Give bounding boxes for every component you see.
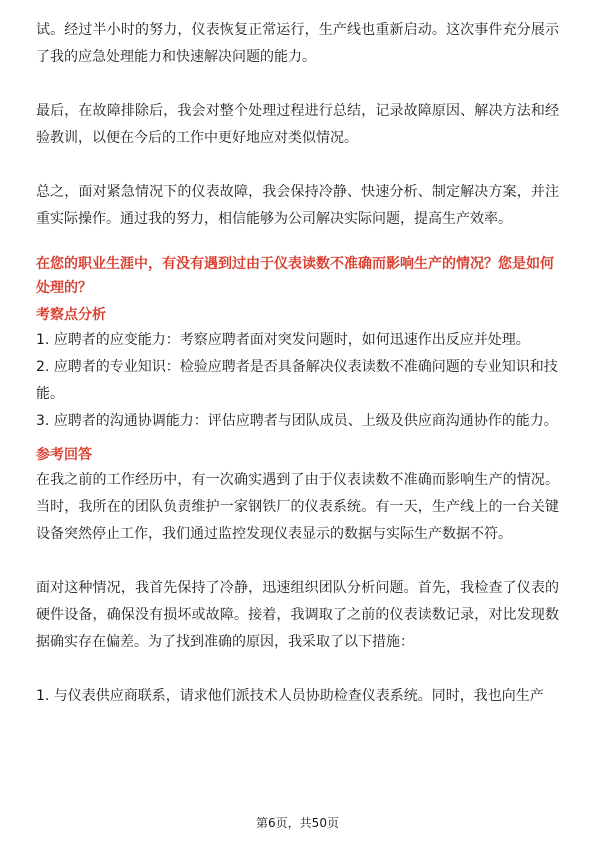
analysis-item-3: 3. 应聘者的沟通协调能力：评估应聘者与团队成员、上级及供应商沟通协作的能力。: [36, 413, 558, 429]
page-footer: 第6页，共50页: [256, 816, 339, 830]
reference-paragraph-1: 在我之前的工作经历中，有一次确实遇到了由于仪表读数不准确而影响生产的情况。当时，我所在的团队负责维护一家钢铁厂的仪表系统。有一天，生产线上的一台关键设备突然停止工作，我们通过监控发现仪表显示的数据与实际生产数据不符。: [36, 472, 559, 542]
intro-paragraph-2: 最后，在故障排除后，我会对整个处理过程进行总结，记录故障原因、解决方法和经验教训，以便在今后的工作中更好地应对类似情况。: [36, 103, 559, 146]
interview-question: 在您的职业生涯中，有没有遇到过由于仪表读数不准确而影响生产的情况？您是如何处理的？: [36, 256, 554, 296]
analysis-item-2: 2. 应聘者的专业知识：检验应聘者是否具备解决仪表读数不准确问题的专业知识和技能。: [36, 359, 558, 402]
reference-paragraph-2: 面对这种情况，我首先保持了冷静，迅速组织团队分析问题。首先，我检查了仪表的硬件设备，确保没有损坏或故障。接着，我调取了之前的仪表读数记录，对比发现数据确实存在偏差。为了找到准确的原因，我采取了以下措施：: [36, 580, 559, 650]
reference-heading: 参考回答: [36, 447, 92, 463]
analysis-item-1: 1. 应聘者的应变能力：考察应聘者面对突发问题时，如何迅速作出反应并处理。: [36, 332, 530, 348]
reference-paragraph-3: 1. 与仪表供应商联系，请求他们派技术人员协助检查仪表系统。同时，我也向生产: [36, 688, 544, 704]
intro-paragraph-3: 总之，面对紧急情况下的仪表故障，我会保持冷静、快速分析、制定解决方案，并注重实际操作。通过我的努力，相信能够为公司解决实际问题，提高生产效率。: [36, 184, 559, 227]
intro-paragraph-1: 试。经过半小时的努力，仪表恢复正常运行，生产线也重新启动。这次事件充分展示了我的应急处理能力和快速解决问题的能力。: [36, 22, 559, 65]
document-page: [36, 0, 559, 710]
analysis-heading: 考察点分析: [36, 307, 106, 323]
